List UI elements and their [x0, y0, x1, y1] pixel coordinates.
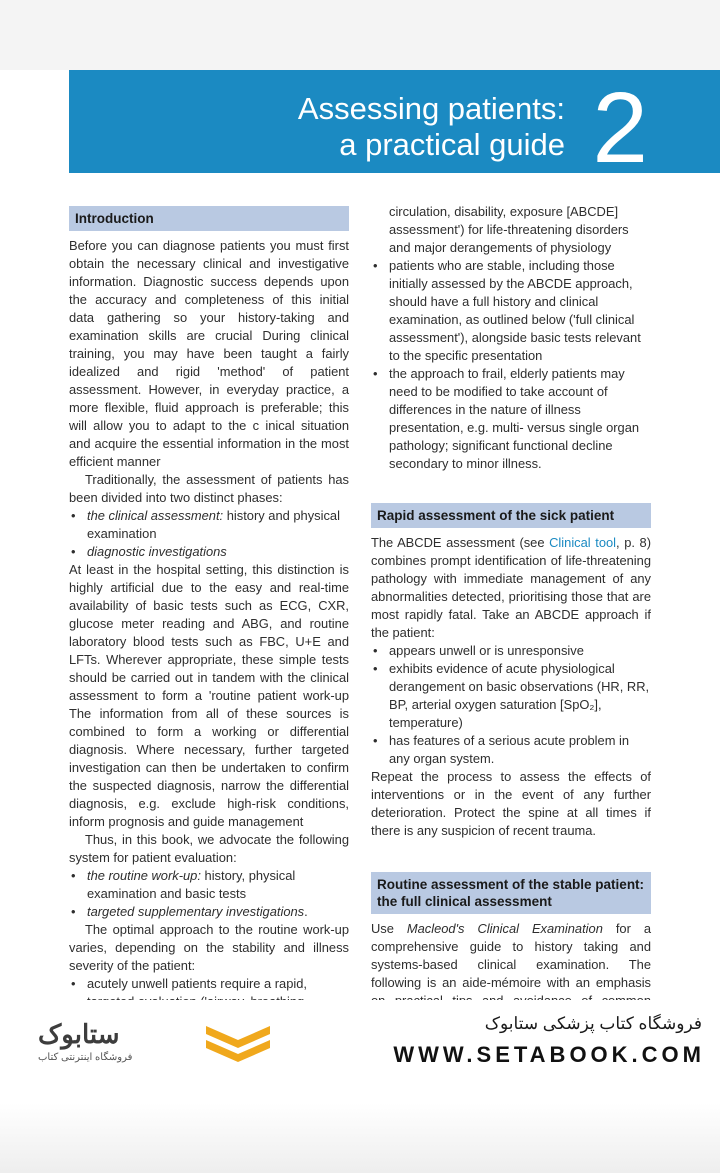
book-stack-icon — [202, 1020, 274, 1066]
severity-list-rest — [371, 257, 651, 473]
list-item — [69, 543, 349, 561]
rapid-text-b: , p. 8) combines prompt identification of life-threatening pathology with immediate management of any abnormalities detected, prioritising those that are most rapidly fatal. Take an ABCDE approach if the patient: — [371, 535, 651, 640]
routine-assessment-heading: Routine assessment of the stable patient: the full clinical assessment — [371, 872, 651, 914]
list-item: • has features of a serious acute problem in any organ system. — [371, 732, 651, 768]
list-item-emphasis: the clinical assessment: — [87, 508, 224, 523]
list-item: • the approach to frail, elderly patients may need to be modified to take account of differences in the nature of illness presentation, e.g. multi- versus single organ pathology; significant functional decline secondary to minor illness. — [371, 365, 651, 473]
routine-text-a: Use — [371, 921, 407, 936]
intro-paragraph-2: Traditionally, the assessment of patients has been divided into two distinct phases: — [69, 472, 349, 505]
routine-text-b: for a comprehensive guide to history taking and systems-based clinical examination. The following is an aide-mémoire with an emphasis — [371, 921, 651, 990]
list-item: • patients who are stable, including those initially assessed by the ABCDE approach, should have a full history and clinical examination, as outlined below ('full clinical assessment'), alongside basic tests relevant to the specific presentation — [371, 257, 651, 365]
logo-title: ستابوک — [38, 1019, 120, 1049]
list-item-emphasis: the routine work-up: — [87, 868, 201, 883]
setabook-logo[interactable] — [38, 1018, 198, 1066]
abcde-criteria-list — [371, 642, 651, 768]
top-margin — [0, 0, 720, 70]
list-item — [69, 507, 349, 543]
introduction-heading: Introduction — [69, 206, 349, 231]
intro-paragraph-5: The optimal approach to the routine work-up varies, depending on the stability and illness severity of the patient: — [69, 922, 349, 973]
list-item-emphasis: targeted supplementary investigations — [87, 904, 305, 919]
clinical-tool-link[interactable]: Clinical tool — [549, 535, 617, 550]
chapter-title-line2: a practical guide — [339, 127, 565, 162]
logo-subtitle: فروشگاه اینترنتی کتاب — [38, 1052, 133, 1063]
list-item-text: history, physical examination and basic tests — [87, 868, 296, 901]
list-item-text: history and physical examination — [87, 508, 340, 541]
store-name: فروشگاه کتاب پزشکی ستابوک — [484, 1014, 702, 1033]
intro-paragraph-1: Before you can diagnose patients you must first obtain the necessary clinical and investigative information. Diagnostic success depends upon the accuracy and completeness of this initial data gathering so your history-taking and examination skills are crucial During clinical training, you may have been taught a fairly idealized and rigid 'method' of patient assessment. However, in everyday practice, a more flexible, fluid approach is preferable; this will allow you to adapt to the c inical situation and acquire the essential information in the most efficient manner — [69, 238, 349, 469]
left-column — [69, 173, 349, 1011]
rapid-assessment-heading: Rapid assessment of the sick patient — [371, 503, 651, 528]
list-item-continuation: circulation, disability, exposure [ABCDE] assessment') for life-threatening disorders and major derangements of physiology — [389, 204, 629, 255]
chapter-title-line1: Assessing patients: — [297, 91, 565, 126]
list-item: • exhibits evidence of acute physiological derangement on basic observations (HR, RR, BP, arterial oxygen saturation [SpO₂], temperature) — [371, 660, 651, 732]
chapter-number: 2 — [592, 72, 648, 184]
page-body — [0, 173, 720, 1000]
list-item-emphasis: diagnostic investigations — [87, 544, 227, 559]
book-title-emphasis: Macleod's Clinical Examination — [406, 921, 603, 936]
list-item-text: . — [304, 904, 308, 919]
rapid-paragraph-2: Repeat the process to assess the effects of interventions or in the event of any further deterioration. Protect the spine at all times if there is any suspicion of recent trauma. — [371, 769, 651, 838]
phases-list — [69, 507, 349, 561]
list-item: • acutely unwell patients require a rapid, — [69, 975, 349, 1011]
list-item — [69, 867, 349, 903]
rapid-paragraph-1 — [371, 534, 651, 642]
list-item — [69, 903, 349, 921]
system-list — [69, 867, 349, 921]
store-url[interactable]: WWW.SETABOOK.COM — [393, 1042, 705, 1067]
intro-paragraph-4: Thus, in this book, we advocate the following system for patient evaluation: — [69, 832, 349, 865]
list-item: • appears unwell or is unresponsive — [371, 642, 651, 660]
intro-paragraph-3: At least in the hospital setting, this distinction is highly artificial due to the easy and real-time availability of basic tests such as ECG, CXR, glucose meter reading and ABG, and routine laboratory blood tests such as FBC, U+E and LFTs. Wherever appropriate, these simple tests should be carried out in tandem with the clinical assessment to form a 'routine patient work-up The information from all of these sources is combined to form a working or differential diagnosis. Where necessary, further targeted investigation can then be undertaken to confirm the suspected diagnosis, narrow the differential diagnosis, e.g. exclude high-risk conditions, inform prognosis and guide management — [69, 562, 349, 829]
right-column — [371, 173, 651, 1028]
chapter-banner — [69, 70, 720, 184]
rapid-text-a: The ABCDE assessment (see — [371, 535, 550, 550]
page-fade — [0, 1103, 720, 1173]
store-footer — [0, 1000, 720, 1080]
